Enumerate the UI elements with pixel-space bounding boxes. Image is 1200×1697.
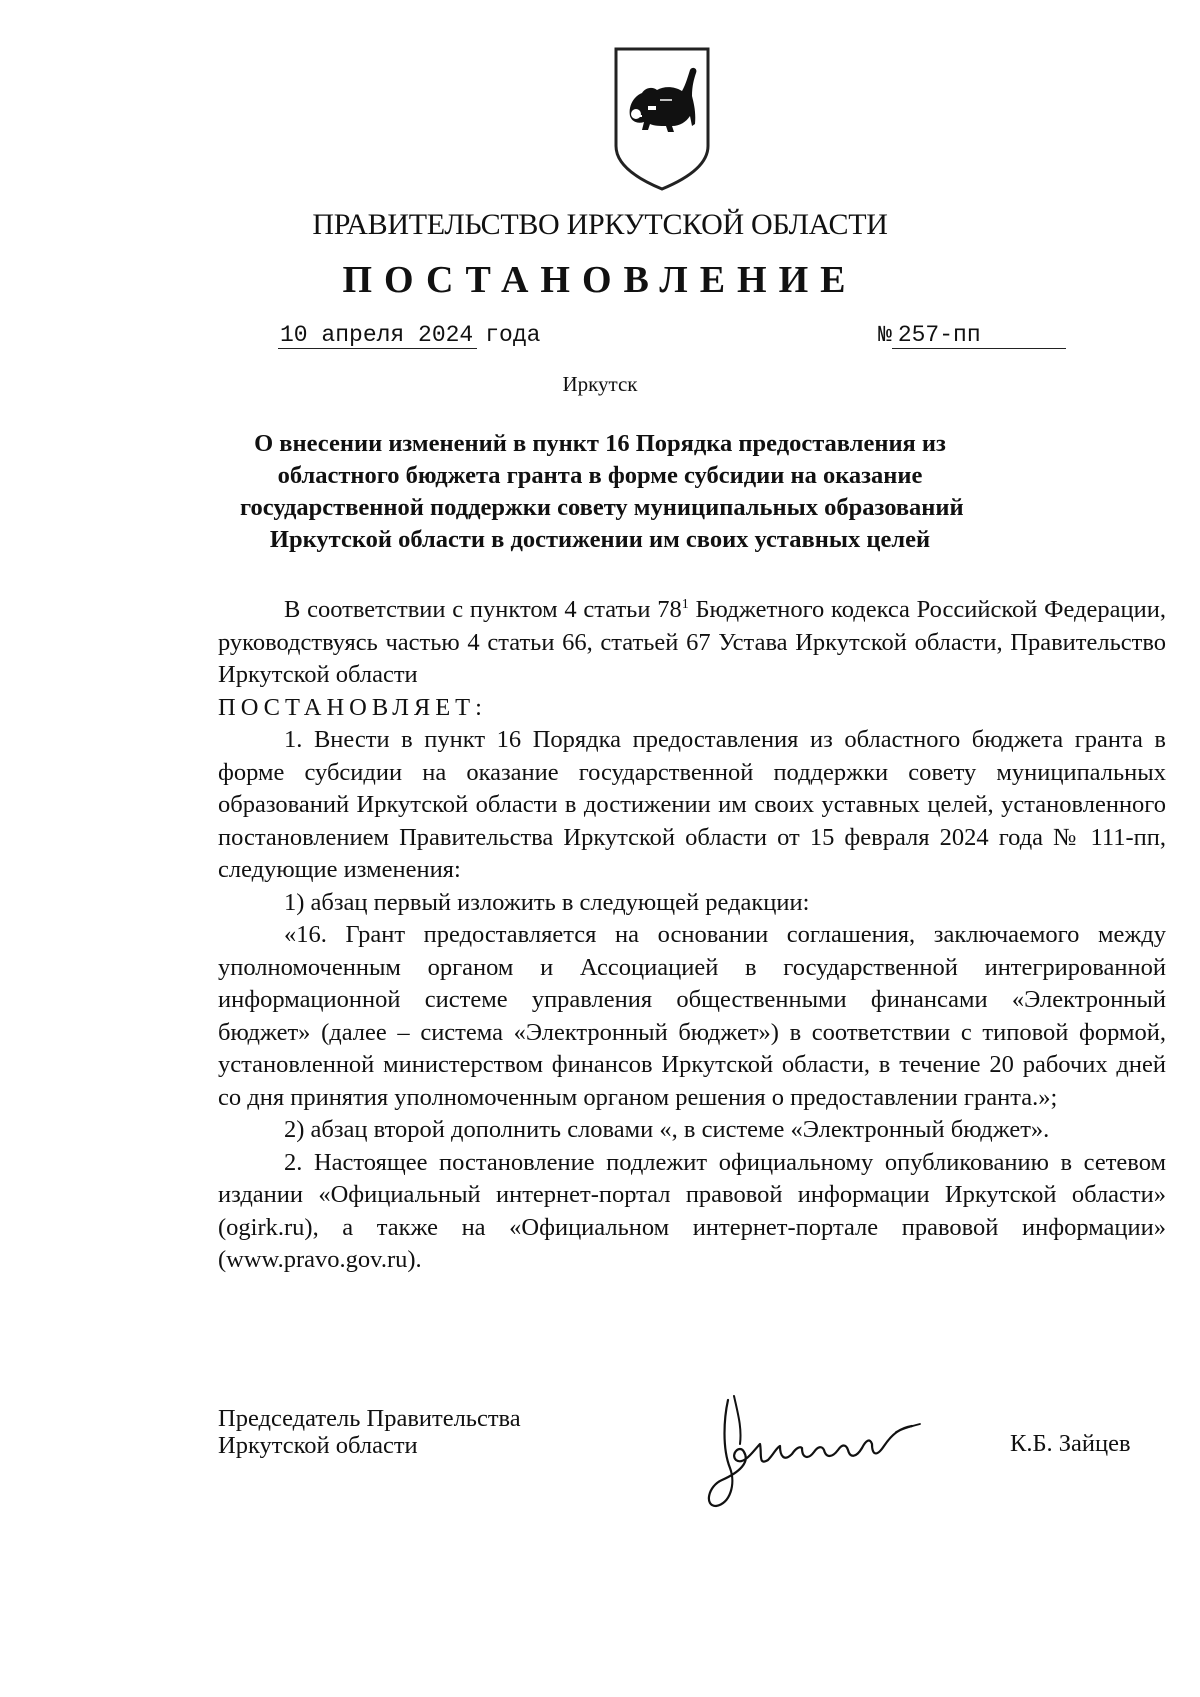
title-line: областного бюджета гранта в форме субсидии на оказание (277, 462, 923, 489)
article-superscript: 1 (681, 596, 689, 612)
handwritten-signature (700, 1388, 930, 1518)
document-date (278, 322, 540, 349)
document-number (878, 322, 1066, 349)
item-2-paragraph: 2. Настоящее постановление подлежит официальному опубликованию в сетевом издании «Официальный интернет-портал правовой информации Иркутской области» (ogirk.ru), а также на «Официальном интернет-портале правовой информации» (www.pravo.gov.ru). (218, 1148, 1166, 1273)
preamble-paragraph (218, 594, 1166, 692)
date-value: 10 апреля 2024 (278, 322, 477, 349)
document-title (240, 428, 964, 556)
date-suffix: года (485, 322, 541, 348)
item-1-paragraph: 1. Внести в пункт 16 Порядка предоставления из областного бюджета гранта в форме субсидии на оказание государственной поддержки совету муниципальных образований Иркутской области в достижении им своих уставных целей, установленного постановлением Правительства Иркутской области от 15 февраля 2024 года № 111-пп, следующие изменения: (218, 726, 1166, 883)
document-body (218, 594, 1166, 1277)
preamble-text-continued: Бюджетного кодекса Российской Федерации, руководствуясь частью 4 статьи 66, статьей 67 Устава Иркутской области, Правительство Иркутской области (218, 596, 1166, 688)
title-line: Иркутской области в достижении им своих уставных целей (269, 526, 931, 553)
number-prefix: № (878, 322, 892, 348)
title-line: государственной поддержки совету муниципальных образований (240, 494, 964, 521)
issuing-authority: ПРАВИТЕЛЬСТВО ИРКУТСКОЙ ОБЛАСТИ (312, 208, 888, 241)
city: Иркутск (562, 372, 638, 396)
amendment-quote-paragraph: «16. Грант предоставляется на основании соглашения, заключаемого между уполномоченным органом и Ассоциацией в государственной интегрированной информационной системе управления общественными финансами «Электронный бюджет» (далее – система «Электронный бюджет») в соответствии с типовой формой, установленной министерством финансов Иркутской области, в течение 20 рабочих дней со дня принятия уполномоченным органом решения о предоставлении гранта.»; (218, 921, 1166, 1111)
signatory-position (218, 1405, 521, 1459)
title-line: О внесении изменений в пункт 16 Порядка предоставления из (254, 430, 946, 457)
item-1-1-paragraph: 1) абзац первый изложить в следующей редакции: (284, 888, 810, 916)
signer-name: К.Б. Зайцев (1010, 1430, 1131, 1457)
resolves-heading: ПОСТАНОВЛЯЕТ: (218, 693, 487, 721)
coat-of-arms-emblem (612, 46, 712, 192)
position-line: Председатель Правительства (218, 1405, 521, 1432)
preamble-text: В соответствии с пунктом 4 статьи 78 (284, 596, 682, 623)
position-line: Иркутской области (218, 1432, 418, 1459)
document-type: ПОСТАНОВЛЕНИЕ (342, 259, 858, 301)
item-1-2-paragraph: 2) абзац второй дополнить словами «, в системе «Электронный бюджет». (284, 1116, 1050, 1143)
number-value: 257-пп (892, 322, 1066, 349)
